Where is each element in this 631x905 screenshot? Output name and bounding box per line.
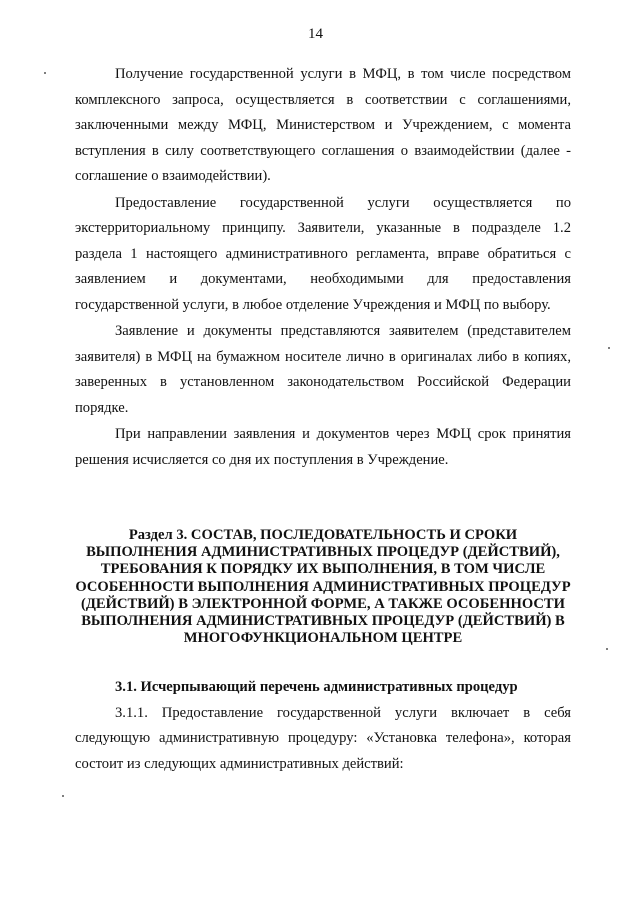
scan-speck xyxy=(44,72,46,74)
paragraph-mfc-service: Получение государственной услуги в МФЦ, в том числе посредством комплексного запроса, осуществляется в соответствии с соглашениями, заключенными между МФЦ, Министерством и Учреждением, с момента вступления в силу соответствующего соглашения о взаимодействии (далее - соглашение о взаимодействии). xyxy=(75,66,571,184)
paragraph-procedure-list: 3.1.1. Предоставление государственной услуги включает в себя следующую административную процедуру: «Установка телефона», которая состоит из следующих административных действий: xyxy=(75,704,571,772)
scan-speck xyxy=(606,648,608,650)
scan-speck xyxy=(62,795,64,797)
paragraph-documents-submission: Заявление и документы представляются заявителем (представителем заявителя) в МФЦ на бумажном носителе лично в оригиналах либо в копиях, заверенных в установленном законодательством Российской Федерации порядке. xyxy=(75,323,571,416)
document-body xyxy=(75,62,571,778)
subsection-heading: 3.1. Исчерпывающий перечень административных процедур xyxy=(115,679,518,696)
paragraph-exterritorial: Предоставление государственной услуги осуществляется по экстерриториальному принципу. Заявители, указанные в подразделе 1.2 раздела 1 настоящего административного регламента, вправе обратиться с заявлением и документами, необходимыми для предоставления государственной услуги, в любое отделение Учреждения и МФЦ по выбору. xyxy=(75,194,571,313)
scan-speck xyxy=(608,347,610,349)
page-number: 14 xyxy=(308,26,323,42)
section-heading: Раздел 3. СОСТАВ, ПОСЛЕДОВАТЕЛЬНОСТЬ И СРОКИ ВЫПОЛНЕНИЯ АДМИНИСТРАТИВНЫХ ПРОЦЕДУР (ДЕЙСТВИЙ), ТРЕБОВАНИЯ К ПОРЯДКУ ИХ ВЫПОЛНЕНИЯ, В ТОМ ЧИСЛЕ ОСОБЕННОСТИ ВЫПОЛНЕНИЯ АДМИНИСТРАТИВНЫХ ПРОЦЕДУР (ДЕЙСТВИЙ) В ЭЛЕКТРОННОЙ ФОРМЕ, А ТАКЖЕ ОСОБЕННОСТИ ВЫПОЛНЕНИЯ АДМИНИСТРАТИВНЫХ ПРОЦЕДУР (ДЕЙСТВИЙ) В МНОГОФУНКЦИОНАЛЬНОМ ЦЕНТРЕ xyxy=(75,527,571,647)
paragraph-decision-term: При направлении заявления и документов через МФЦ срок принятия решения исчисляется со дня их поступления в Учреждение. xyxy=(75,426,571,468)
